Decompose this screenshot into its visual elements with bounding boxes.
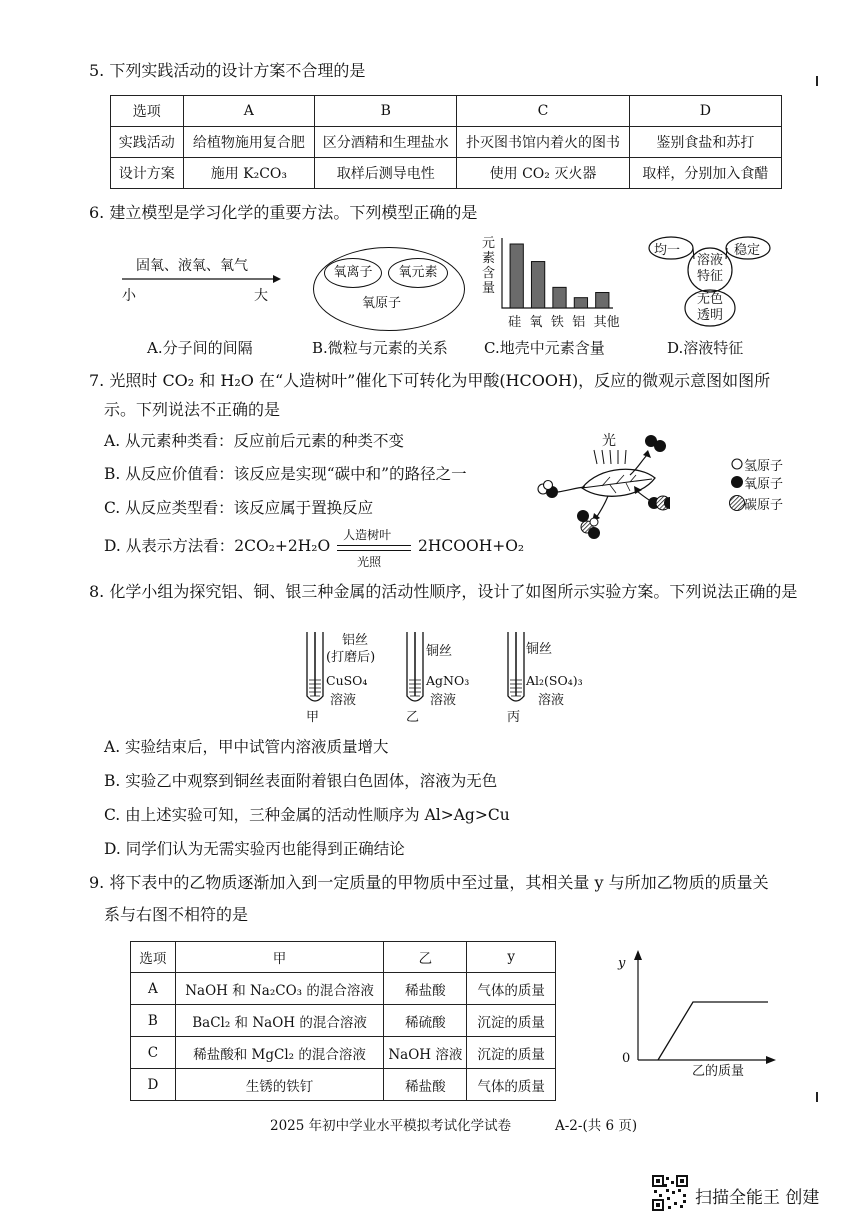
table-cell: 气体的质量	[467, 1069, 556, 1101]
table-cell: 施用 K₂CO₃	[183, 158, 315, 189]
oxygen-ion-oval: 氧离子	[324, 258, 382, 288]
q9-graph	[618, 950, 778, 1079]
q6-model-b	[313, 247, 465, 331]
ylabel-char: 素	[482, 251, 496, 266]
equation-left: D. 从表示方法看：2CO₂+2H₂O	[104, 537, 331, 555]
q5-stem: 5. 下列实践活动的设计方案不合理的是	[89, 61, 366, 80]
table-cell: 稀盐酸	[384, 973, 467, 1005]
table-cell: D	[131, 1069, 176, 1101]
footer-page: A-2-(共 6 页)	[555, 1118, 638, 1134]
ylabel-char: 元	[482, 236, 496, 251]
q7-option-c: C. 从反应类型看：该反应属于置换反应	[104, 499, 374, 517]
q7-option-a: A. 从元素种类看：反应前后元素的种类不变	[104, 432, 405, 450]
q6-stem: 6. 建立模型是学习化学的重要方法。下列模型正确的是	[89, 203, 478, 222]
table-cell: 给植物施用复合肥	[183, 127, 315, 158]
chart-tick-label: 铁	[550, 315, 564, 330]
tube1-solution: 溶液	[330, 693, 357, 708]
graph-x-label: 乙的质量	[692, 1064, 745, 1079]
condition-above: 人造树叶	[343, 528, 392, 542]
chart-tick-label: 硅	[508, 315, 522, 330]
table-cell: 区分酒精和生理盐水	[315, 127, 457, 158]
chart-tick-label: 氧	[529, 315, 543, 330]
table-cell: BaCl₂ 和 NaOH 的混合溶液	[175, 1005, 384, 1037]
table-row	[111, 127, 782, 158]
test-tube-icon	[404, 632, 426, 707]
y-vs-mass-graph	[618, 950, 778, 1065]
big-label: 大	[254, 288, 268, 304]
table-cell: B	[131, 1005, 176, 1037]
table-cell: 扑灭图书馆内着火的图书	[457, 127, 630, 158]
table-row	[131, 942, 556, 973]
solution-feature-label: 溶液特征	[696, 253, 723, 284]
table-row	[131, 1069, 556, 1101]
table-cell: NaOH 溶液	[384, 1037, 467, 1069]
chart-bar	[553, 287, 566, 308]
chart-bar	[596, 293, 609, 308]
chart-ylabel	[482, 236, 498, 296]
legend-hydrogen: 氢原子	[744, 459, 784, 474]
table-cell: D	[629, 96, 781, 127]
legend-carbon: 碳原子	[744, 498, 784, 513]
q7-option-d	[104, 528, 525, 569]
table-row	[131, 973, 556, 1005]
table-cell: 鉴别食盐和苏打	[629, 127, 781, 158]
arrow-text: 固氧、液氧、氧气	[136, 258, 248, 274]
tube3-solution: 溶液	[538, 693, 565, 708]
table-row	[131, 1005, 556, 1037]
margin-mark	[816, 76, 818, 86]
table-cell: 取样后测导电性	[315, 158, 457, 189]
table-row	[111, 96, 782, 127]
q5-table	[110, 95, 782, 189]
graph-origin: 0	[622, 1051, 631, 1066]
tube2-wire: 铜丝	[426, 644, 453, 659]
table-cell: 甲	[175, 942, 384, 973]
tube1-solute: CuSO₄	[326, 673, 368, 688]
q6-model-d	[648, 235, 778, 330]
footer-title: 2025 年初中学业水平模拟考试化学试卷	[270, 1118, 512, 1134]
tube3-label: 丙	[507, 710, 521, 725]
watermark-text: 扫描全能王 创建	[695, 1188, 820, 1208]
q8-stem: 8. 化学小组为探究铝、铜、银三种金属的活动性顺序，设计了如图所示实验方案。下列说法正确的是	[89, 582, 798, 601]
q9-stem-line1: 9. 将下表中的乙物质逐渐加入到一定质量的甲物质中至过量，其相关量 y 与所加乙物质的质量关	[89, 873, 769, 892]
margin-mark	[816, 1092, 818, 1102]
table-cell: 稀硫酸	[384, 1005, 467, 1037]
uniform-label: 均一	[654, 243, 681, 258]
q6-model-c	[482, 236, 620, 331]
chart-tick-label: 铝	[572, 315, 586, 330]
table-cell: 选项	[111, 96, 184, 127]
equation-right: 2HCOOH+O₂	[418, 537, 525, 555]
table-cell: y	[467, 942, 556, 973]
tube1-note: (打磨后)	[326, 650, 376, 665]
tube1-label: 甲	[306, 710, 320, 725]
table-cell: 沉淀的质量	[467, 1005, 556, 1037]
table-cell: 使用 CO₂ 灭火器	[457, 158, 630, 189]
q7-leaf-diagram	[530, 430, 800, 545]
table-cell: NaOH 和 Na₂CO₃ 的混合溶液	[175, 973, 384, 1005]
q7-stem-line1: 7. 光照时 CO₂ 和 H₂O 在“人造树叶”催化下可转化为甲酸(HCOOH)，反应的微观示意图如图所	[89, 371, 771, 390]
colorless-label: 无色透明	[696, 292, 723, 323]
graph-y-label: y	[618, 956, 626, 971]
qr-code-icon	[652, 1175, 688, 1211]
right-arrow-icon	[118, 273, 283, 285]
table-row	[131, 1037, 556, 1069]
q8-test-tubes	[300, 628, 600, 723]
q7-option-b: B. 从反应价值看：该反应是实现“碳中和”的路径之一	[104, 465, 467, 483]
table-cell: 稀盐酸和 MgCl₂ 的混合溶液	[175, 1037, 384, 1069]
test-tube-icon	[505, 632, 527, 707]
q6-caption-b: B.微粒与元素的关系	[312, 339, 448, 357]
test-tube-icon	[304, 632, 326, 707]
oxygen-element-oval: 氧元素	[388, 258, 448, 288]
tube2-label: 乙	[406, 710, 420, 725]
q8-option-b: B. 实验乙中观察到铜丝表面附着银白色固体，溶液为无色	[104, 772, 498, 790]
table-cell: 取样，分别加入食醋	[629, 158, 781, 189]
hydrogen-atom-icon	[730, 457, 744, 471]
q8-option-c: C. 由上述实验可知，三种金属的活动性顺序为 Al>Ag>Cu	[104, 806, 510, 824]
oxygen-atom-icon	[730, 475, 744, 489]
tube3-solute: Al₂(SO₄)₃	[526, 673, 583, 688]
table-cell: 实践活动	[111, 127, 184, 158]
q8-option-d: D. 同学们认为无需实验丙也能得到正确结论	[104, 840, 405, 858]
q6-caption-a: A.分子间的间隔	[147, 339, 253, 357]
reaction-condition	[335, 528, 413, 569]
small-label: 小	[122, 288, 136, 304]
table-cell: A	[183, 96, 315, 127]
chart-tick-label: 其他	[593, 315, 620, 330]
chart-x-labels	[502, 311, 620, 330]
leaf-reaction-diagram	[530, 430, 670, 545]
q6-model-a	[118, 255, 283, 305]
table-cell: 沉淀的质量	[467, 1037, 556, 1069]
table-cell: 稀盐酸	[384, 1069, 467, 1101]
table-cell: 设计方案	[111, 158, 184, 189]
q6-caption-d: D.溶液特征	[667, 339, 744, 357]
q8-option-a: A. 实验结束后，甲中试管内溶液质量增大	[104, 738, 389, 756]
table-cell: C	[457, 96, 630, 127]
q6-caption-c: C.地壳中元素含量	[484, 339, 605, 357]
table-cell: B	[315, 96, 457, 127]
table-cell: A	[131, 973, 176, 1005]
stable-label: 稳定	[734, 243, 761, 258]
oxygen-atom-label: 氧原子	[362, 296, 402, 311]
light-label: 光	[602, 433, 616, 449]
tube1-wire: 铝丝	[342, 633, 369, 648]
tube2-solution: 溶液	[430, 693, 457, 708]
table-cell: 乙	[384, 942, 467, 973]
ylabel-char: 含	[482, 266, 496, 281]
chart-bar	[510, 244, 523, 308]
condition-below: 光照	[357, 555, 382, 569]
ylabel-char: 量	[482, 281, 496, 296]
chart-bar	[574, 298, 587, 308]
tube2-solute: AgNO₃	[426, 673, 470, 688]
table-cell: C	[131, 1037, 176, 1069]
table-cell: 生锈的铁钉	[175, 1069, 384, 1101]
q7-stem-line2: 示。下列说法不正确的是	[104, 400, 281, 419]
table-row	[111, 158, 782, 189]
q9-table	[130, 941, 556, 1101]
chart-bar	[531, 262, 544, 308]
tube3-wire: 铜丝	[526, 642, 553, 657]
element-bar-chart	[500, 236, 615, 312]
legend-oxygen: 氧原子	[744, 477, 784, 492]
table-cell: 选项	[131, 942, 176, 973]
table-cell: 气体的质量	[467, 973, 556, 1005]
q9-stem-line2: 系与右图不相符的是	[104, 905, 249, 924]
